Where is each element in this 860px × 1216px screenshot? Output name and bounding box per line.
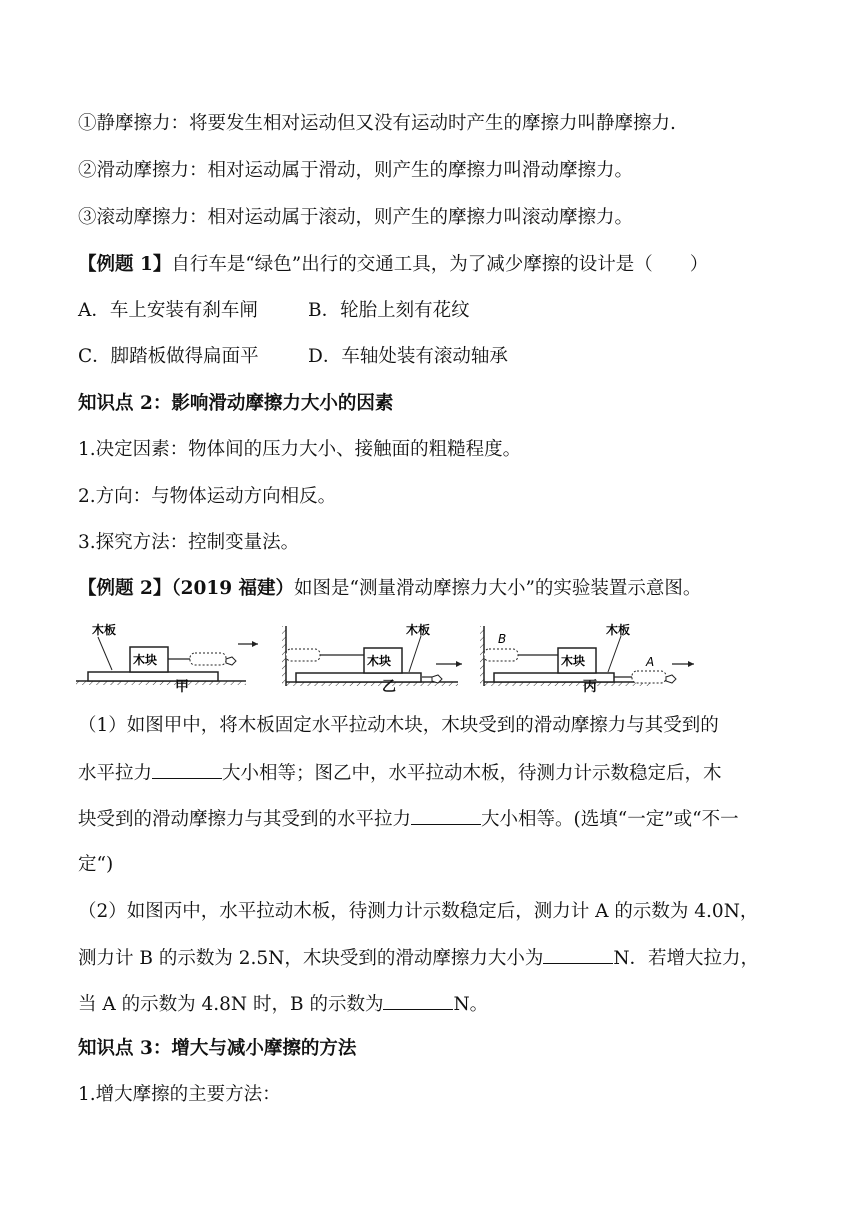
figure-jia — [76, 622, 258, 685]
board-label: 木板 — [606, 623, 631, 637]
q1-text: 大小相等；图乙中，水平拉动木板，待测力计示数稳定后，木 — [222, 763, 722, 784]
kp2-item-3: 3.探究方法：控制变量法。 — [78, 532, 300, 553]
figure-yi — [282, 622, 462, 686]
spring-scale-a — [632, 671, 666, 683]
board-label: 木板 — [406, 623, 431, 637]
block-label: 木块 — [133, 653, 158, 667]
q2-line-2 — [78, 945, 759, 972]
q1-line-1: （1）如图甲中，将木板固定水平拉动木块，木块受到的滑动摩擦力与其受到的 — [78, 715, 719, 736]
kp2-item-2: 2.方向：与物体运动方向相反。 — [78, 486, 337, 507]
example1-options-row1 — [78, 298, 678, 324]
example2-tag: 【例题 2】 — [78, 578, 172, 599]
example1-options-row2 — [78, 344, 678, 370]
example1-stem: 自行车是“绿色”出行的交通工具，为了减少摩擦的设计是（ ） — [171, 254, 709, 275]
definition-static-friction: ①静摩擦力：将要发生相对运动但又没有运动时产生的摩擦力叫静摩擦力. — [78, 113, 676, 134]
definition-sliding-friction: ②滑动摩擦力：相对运动属于滑动，则产生的摩擦力叫滑动摩擦力。 — [78, 160, 634, 181]
board — [88, 672, 218, 681]
example2-stem: 如图是“测量滑动摩擦力大小”的实验装置示意图。 — [294, 578, 702, 599]
q1-line-3 — [78, 806, 739, 833]
option-d: D．车轴处装有滚动轴承 — [308, 346, 508, 367]
q2-text: 当 A 的示数为 4.8N 时，B 的示数为 — [78, 994, 384, 1015]
example2-question — [78, 576, 701, 602]
q2-text: N。 — [453, 994, 489, 1015]
answer-blank-3[interactable] — [543, 945, 613, 964]
answer-blank-4[interactable] — [383, 991, 453, 1010]
q1-text: 水平拉力 — [78, 763, 153, 784]
example2-source: （2019 福建） — [171, 578, 295, 599]
meter-b-label: B — [498, 632, 507, 646]
q2-line-3 — [78, 991, 488, 1018]
caption-bing: 丙 — [583, 679, 597, 695]
q1-text: 大小相等。(选填“一定”或“不一 — [481, 809, 739, 830]
q2-line-1: （2）如图丙中，水平拉动木板，待测力计示数稳定后，测力计 A 的示数为 4.0N， — [78, 901, 759, 922]
q1-line-2 — [78, 760, 722, 787]
example1-tag: 【例题 1】 — [78, 254, 172, 275]
q1-line-4: 定“) — [78, 854, 114, 875]
spring-scale-b — [484, 649, 518, 661]
example1-question — [78, 252, 708, 278]
q2-text: 测力计 B 的示数为 2.5N，木块受到的滑动摩擦力大小为 — [78, 948, 544, 969]
meter-a-label: A — [646, 655, 655, 669]
option-a: A．车上安装有刹车闸 — [78, 300, 258, 321]
q1-text: 块受到的滑动摩擦力与其受到的水平拉力 — [78, 809, 412, 830]
option-c: C．脚踏板做得扁面平 — [78, 346, 259, 367]
q2-text: N．若增大拉力， — [613, 948, 760, 969]
spring-scale — [190, 653, 226, 665]
option-b: B．轮胎上刻有花纹 — [308, 300, 470, 321]
kp3-heading: 知识点 3：增大与减小摩擦的方法 — [78, 1038, 357, 1059]
kp3-item-1: 1.增大摩擦的主要方法： — [78, 1084, 281, 1105]
block-label: 木块 — [561, 654, 586, 668]
answer-blank-2[interactable] — [411, 806, 481, 825]
spring-scale — [286, 649, 320, 661]
board — [296, 673, 421, 682]
kp2-heading: 知识点 2：影响滑动摩擦力大小的因素 — [78, 393, 394, 414]
caption-jia: 甲 — [175, 679, 189, 695]
definition-rolling-friction: ③滚动摩擦力：相对运动属于滚动，则产生的摩擦力叫滚动摩擦力。 — [78, 207, 634, 228]
kp2-item-1: 1.决定因素：物体间的压力大小、接触面的粗糙程度。 — [78, 439, 522, 460]
caption-yi: 乙 — [382, 679, 396, 695]
block-label: 木块 — [367, 654, 392, 668]
answer-blank-1[interactable] — [152, 760, 222, 779]
board-label: 木板 — [92, 623, 117, 637]
